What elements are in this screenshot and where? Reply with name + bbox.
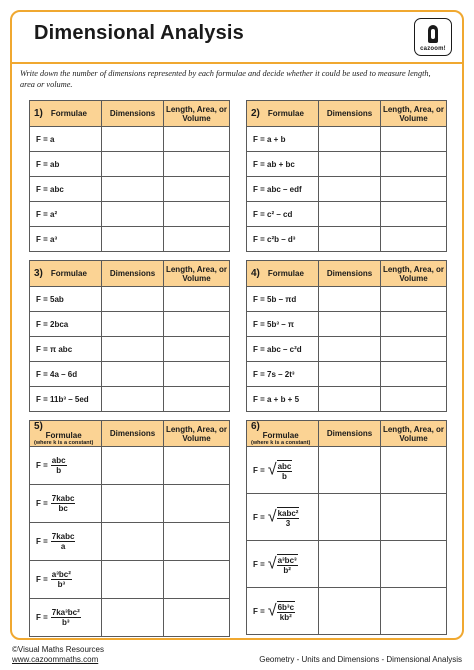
eq-prefix: F = <box>36 613 48 622</box>
radical-sign-icon: √ <box>267 602 277 619</box>
eq-prefix: F = <box>36 461 48 470</box>
website-link[interactable]: www.cazoommaths.com <box>12 655 99 664</box>
lav-answer-cell[interactable] <box>164 485 230 523</box>
formula-cell: F = 11b³ – 5ed <box>30 387 102 412</box>
question-number: 1) <box>34 108 43 119</box>
lav-header: Length, Area, or Volume <box>381 261 447 287</box>
formula-cell: F = a² <box>30 202 102 227</box>
dimensions-answer-cell[interactable] <box>102 312 164 337</box>
dimensions-answer-cell[interactable] <box>102 447 164 485</box>
lav-answer-cell[interactable] <box>164 523 230 561</box>
question-2-table <box>246 100 447 252</box>
formula-cell: F = 4a – 6d <box>30 362 102 387</box>
eq-prefix: F = <box>36 537 48 546</box>
formulae-header: Formulae <box>50 109 87 118</box>
formula-cell: F = c²b – d³ <box>247 227 319 252</box>
lav-answer-cell[interactable] <box>164 561 230 599</box>
lav-answer-cell[interactable] <box>381 337 447 362</box>
question-1-table <box>29 100 230 252</box>
formulae-header: Formulae <box>262 430 299 440</box>
eq-prefix: F = <box>253 559 265 569</box>
fraction <box>51 456 67 475</box>
dimensions-answer-cell[interactable] <box>319 152 381 177</box>
instructions: Write down the number of dimensions represented by each formulae and decide whether it could be used to measure length, area or volume. <box>20 69 431 89</box>
lav-answer-cell[interactable] <box>164 337 230 362</box>
question-1-header <box>30 101 102 127</box>
lav-answer-cell[interactable] <box>381 494 447 541</box>
formula-cell: F = ab + bc <box>247 152 319 177</box>
formulae-header: Formulae <box>267 269 304 278</box>
formula-cell: F = ab <box>30 152 102 177</box>
fraction-formula-cell <box>30 447 102 485</box>
logo-mark-icon <box>428 25 438 43</box>
dimensions-answer-cell[interactable] <box>102 202 164 227</box>
fraction <box>277 462 293 481</box>
lav-answer-cell[interactable] <box>164 599 230 637</box>
lav-answer-cell[interactable] <box>381 387 447 412</box>
formula-cell: F = abc – c²d <box>247 337 319 362</box>
numerator: a³bc³ <box>277 555 297 565</box>
denominator: b <box>56 466 62 475</box>
dimensions-answer-cell[interactable] <box>319 494 381 541</box>
sqrt-formula-cell <box>247 494 319 541</box>
question-number: 3) <box>34 268 43 279</box>
dimensions-header: Dimensions <box>319 421 381 447</box>
dimensions-answer-cell[interactable] <box>102 523 164 561</box>
dimensions-answer-cell[interactable] <box>102 287 164 312</box>
formula-cell: F = 7s – 2t³ <box>247 362 319 387</box>
dimensions-answer-cell[interactable] <box>102 599 164 637</box>
lav-header: Length, Area, or Volume <box>381 101 447 127</box>
denominator: bc <box>58 504 68 513</box>
numerator: 7ka³bc² <box>51 608 80 617</box>
lav-answer-cell[interactable] <box>381 177 447 202</box>
square-root <box>268 554 298 575</box>
numerator: kabc² <box>277 508 299 518</box>
numerator: abc <box>277 461 292 471</box>
question-6-table <box>246 420 447 635</box>
denominator: kb² <box>279 612 292 622</box>
dimensions-answer-cell[interactable] <box>319 177 381 202</box>
question-number: 2) <box>251 108 260 119</box>
fraction-formula-cell <box>30 599 102 637</box>
denominator: b³ <box>57 580 66 589</box>
lav-answer-cell[interactable] <box>381 447 447 494</box>
dimensions-answer-cell[interactable] <box>319 337 381 362</box>
dimensions-answer-cell[interactable] <box>319 202 381 227</box>
dimensions-answer-cell[interactable] <box>319 362 381 387</box>
lav-answer-cell[interactable] <box>381 541 447 588</box>
numerator: 7kabc <box>51 494 75 503</box>
dimensions-answer-cell[interactable] <box>319 387 381 412</box>
lav-answer-cell[interactable] <box>164 312 230 337</box>
fraction <box>51 608 81 627</box>
lav-answer-cell[interactable] <box>164 152 230 177</box>
question-4-table <box>246 260 447 412</box>
lav-answer-cell[interactable] <box>164 387 230 412</box>
lav-answer-cell[interactable] <box>381 287 447 312</box>
dimensions-answer-cell[interactable] <box>102 362 164 387</box>
formula-cell: F = abc – edf <box>247 177 319 202</box>
dimensions-answer-cell[interactable] <box>102 337 164 362</box>
lav-header: Length, Area, or Volume <box>164 101 230 127</box>
numerator: 7kabc <box>51 532 75 541</box>
formula-cell: F = a³ <box>30 227 102 252</box>
lav-answer-cell[interactable] <box>381 588 447 635</box>
square-root <box>268 507 300 528</box>
question-3-table <box>29 260 230 412</box>
dimensions-answer-cell[interactable] <box>102 485 164 523</box>
lav-answer-cell[interactable] <box>164 227 230 252</box>
radical-sign-icon: √ <box>267 461 277 478</box>
fraction <box>51 532 76 551</box>
numerator: 6b³c <box>277 602 295 612</box>
sqrt-formula-cell <box>247 541 319 588</box>
eq-prefix: F = <box>36 499 48 508</box>
sqrt-formula-cell <box>247 588 319 635</box>
dimensions-answer-cell[interactable] <box>319 447 381 494</box>
denominator: a <box>60 542 66 551</box>
eq-prefix: F = <box>36 575 48 584</box>
dimensions-header: Dimensions <box>319 261 381 287</box>
formula-cell: F = a + b + 5 <box>247 387 319 412</box>
fraction <box>277 556 298 575</box>
denominator: b² <box>283 565 291 575</box>
dimensions-answer-cell[interactable] <box>319 588 381 635</box>
question-number: 5) <box>34 420 43 432</box>
denominator: 3 <box>285 518 291 528</box>
formula-cell: F = 2bca <box>30 312 102 337</box>
fraction <box>51 494 76 513</box>
lav-answer-cell[interactable] <box>381 202 447 227</box>
lav-header: Length, Area, or Volume <box>381 421 447 447</box>
lav-answer-cell[interactable] <box>164 127 230 152</box>
title-divider <box>12 62 462 64</box>
dimensions-header: Dimensions <box>102 261 164 287</box>
square-root <box>268 601 295 622</box>
eq-prefix: F = <box>253 606 265 616</box>
dimensions-header: Dimensions <box>102 101 164 127</box>
dimensions-answer-cell[interactable] <box>319 227 381 252</box>
question-4-header <box>247 261 319 287</box>
fraction <box>277 509 300 528</box>
dimensions-header: Dimensions <box>319 101 381 127</box>
formulae-header: Formulae <box>50 269 87 278</box>
footer-topic: Geometry - Units and Dimensions - Dimensional Analysis <box>259 655 462 664</box>
logo-text: cazoom! <box>420 46 446 52</box>
denominator: b <box>282 471 287 481</box>
dimensions-answer-cell[interactable] <box>102 561 164 599</box>
question-number: 4) <box>251 268 260 279</box>
lav-answer-cell[interactable] <box>381 127 447 152</box>
dimensions-answer-cell[interactable] <box>319 312 381 337</box>
eq-prefix: F = <box>253 512 265 522</box>
lav-answer-cell[interactable] <box>381 312 447 337</box>
constant-note: (where k is a constant) <box>34 439 94 446</box>
dimensions-answer-cell[interactable] <box>319 127 381 152</box>
lav-answer-cell[interactable] <box>381 152 447 177</box>
numerator: a³bc² <box>51 570 71 579</box>
footer-left <box>12 645 104 665</box>
copyright: ©Visual Maths Resources <box>12 645 105 654</box>
formula-cell: F = π abc <box>30 337 102 362</box>
fraction-formula-cell <box>30 561 102 599</box>
question-5-header <box>30 421 102 447</box>
dimensions-answer-cell[interactable] <box>102 177 164 202</box>
dimensions-answer-cell[interactable] <box>102 227 164 252</box>
lav-answer-cell[interactable] <box>164 287 230 312</box>
denominator: b³ <box>62 618 70 627</box>
sqrt-formula-cell <box>247 447 319 494</box>
eq-prefix: F = <box>253 465 265 475</box>
formulae-header: Formulae <box>267 109 304 118</box>
fraction-formula-cell <box>30 485 102 523</box>
lav-answer-cell[interactable] <box>164 447 230 485</box>
formula-cell: F = 5b³ – π <box>247 312 319 337</box>
cazoom-logo <box>414 18 452 56</box>
dimensions-answer-cell[interactable] <box>102 152 164 177</box>
question-3-header <box>30 261 102 287</box>
numerator: abc <box>51 456 66 465</box>
dimensions-answer-cell[interactable] <box>102 127 164 152</box>
formula-cell: F = 5ab <box>30 287 102 312</box>
formula-cell: F = a + b <box>247 127 319 152</box>
formula-cell: F = a <box>30 127 102 152</box>
lav-header: Length, Area, or Volume <box>164 261 230 287</box>
formulae-header: Formulae <box>45 430 82 440</box>
square-root <box>268 460 293 481</box>
dimensions-answer-cell[interactable] <box>319 287 381 312</box>
radical-sign-icon: √ <box>267 508 277 525</box>
fraction-formula-cell <box>30 523 102 561</box>
fraction <box>51 570 72 589</box>
formula-cell: F = 5b – πd <box>247 287 319 312</box>
formula-cell: F = c² – cd <box>247 202 319 227</box>
question-number: 6) <box>251 420 260 432</box>
constant-note: (where k is a constant) <box>251 439 311 446</box>
lav-answer-cell[interactable] <box>381 227 447 252</box>
dimensions-header: Dimensions <box>102 421 164 447</box>
fraction <box>277 603 295 622</box>
dimensions-answer-cell[interactable] <box>319 541 381 588</box>
question-5-table <box>29 420 230 637</box>
formula-cell: F = abc <box>30 177 102 202</box>
question-6-header <box>247 421 319 447</box>
page-title: Dimensional Analysis <box>34 22 244 44</box>
radical-sign-icon: √ <box>267 555 277 572</box>
lav-answer-cell[interactable] <box>164 362 230 387</box>
lav-answer-cell[interactable] <box>164 177 230 202</box>
lav-answer-cell[interactable] <box>164 202 230 227</box>
lav-answer-cell[interactable] <box>381 362 447 387</box>
question-2-header <box>247 101 319 127</box>
lav-header: Length, Area, or Volume <box>164 421 230 447</box>
dimensions-answer-cell[interactable] <box>102 387 164 412</box>
